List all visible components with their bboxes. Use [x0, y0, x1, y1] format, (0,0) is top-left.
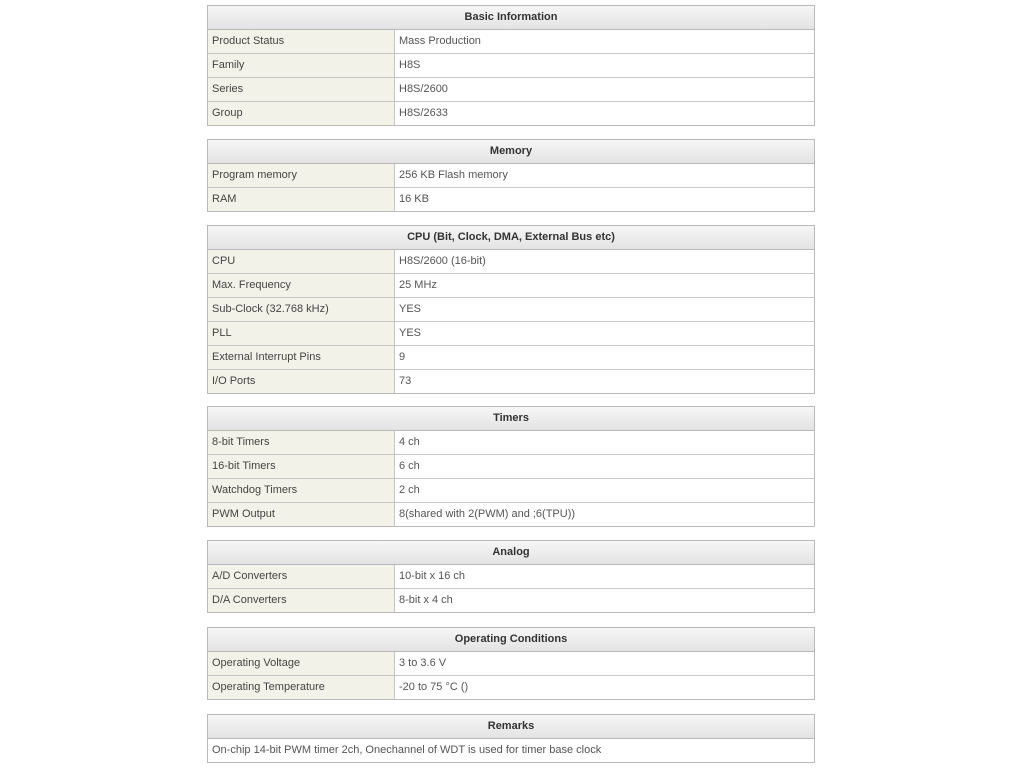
spec-label: 8-bit Timers	[208, 431, 395, 454]
spec-value: H8S/2600 (16-bit)	[399, 255, 486, 267]
spec-row-pwm-output	[208, 503, 814, 526]
spec-label: PLL	[208, 322, 395, 345]
spec-value: 8-bit x 4 ch	[399, 594, 453, 606]
spec-value: Mass Production	[399, 35, 481, 47]
spec-label: Series	[208, 78, 395, 101]
spec-label: A/D Converters	[208, 565, 395, 588]
spec-row-series	[208, 78, 814, 102]
spec-label: Operating Temperature	[208, 676, 395, 699]
spec-label: Group	[208, 102, 395, 125]
spec-value: YES	[399, 327, 422, 339]
spec-value: H8S/2600	[399, 83, 448, 95]
spec-row-max-frequency	[208, 274, 814, 298]
spec-row-da-converters	[208, 589, 814, 612]
spec-value: H8S	[399, 59, 421, 71]
remarks-header: Remarks	[208, 715, 814, 739]
spec-row-program-memory	[208, 164, 814, 188]
spec-value: 3 to 3.6 V	[399, 657, 447, 669]
cpu-header: CPU (Bit, Clock, DMA, External Bus etc)	[208, 226, 814, 250]
spec-label: CPU	[208, 250, 395, 273]
spec-row-watchdog-timers	[208, 479, 814, 503]
spec-row-operating-voltage	[208, 652, 814, 676]
analog-header: Analog	[208, 541, 814, 565]
spec-value: YES	[399, 303, 422, 315]
timers-table	[207, 406, 815, 527]
spec-row-family	[208, 54, 814, 78]
spec-row-ad-converters	[208, 565, 814, 589]
spec-label: RAM	[208, 188, 395, 211]
spec-row-group	[208, 102, 814, 125]
spec-label: Operating Voltage	[208, 652, 395, 675]
spec-value: 8(shared with 2(PWM) and ;6(TPU))	[399, 508, 576, 520]
spec-row-sub-clock	[208, 298, 814, 322]
spec-label: External Interrupt Pins	[208, 346, 395, 369]
spec-value: 2 ch	[399, 484, 420, 496]
spec-row-external-interrupt-pins	[208, 346, 814, 370]
spec-label: Sub-Clock (32.768 kHz)	[208, 298, 395, 321]
spec-value: 9	[399, 351, 406, 363]
cpu-table	[207, 225, 815, 394]
timers-header: Timers	[208, 407, 814, 431]
spec-row-cpu	[208, 250, 814, 274]
spec-value: 4 ch	[399, 436, 420, 448]
spec-row-operating-temperature	[208, 676, 814, 699]
spec-value: -20 to 75 °C ()	[399, 681, 469, 693]
spec-row-8bit-timers	[208, 431, 814, 455]
spec-value: 16 KB	[399, 193, 429, 205]
spec-label: Watchdog Timers	[208, 479, 395, 502]
spec-label: PWM Output	[208, 503, 395, 526]
spec-value: 73	[399, 375, 412, 387]
spec-label: Product Status	[208, 30, 395, 53]
spec-label: D/A Converters	[208, 589, 395, 612]
memory-table	[207, 139, 815, 212]
remarks-text: On-chip 14-bit PWM timer 2ch, Onechannel of WDT is used for timer base clock	[212, 744, 602, 756]
spec-label: 16-bit Timers	[208, 455, 395, 478]
analog-table	[207, 540, 815, 613]
remarks-table	[207, 714, 815, 763]
spec-row-io-ports	[208, 370, 814, 393]
spec-label: Max. Frequency	[208, 274, 395, 297]
spec-value: 6 ch	[399, 460, 420, 472]
spec-value: H8S/2633	[399, 107, 448, 119]
spec-row-ram	[208, 188, 814, 211]
spec-label: Family	[208, 54, 395, 77]
spec-value: 256 KB Flash memory	[399, 169, 508, 181]
basic-information-header: Basic Information	[208, 6, 814, 30]
spec-row-product-status	[208, 30, 814, 54]
operating-conditions-table	[207, 627, 815, 700]
spec-label: I/O Ports	[208, 370, 395, 393]
spec-row-16bit-timers	[208, 455, 814, 479]
memory-header: Memory	[208, 140, 814, 164]
spec-row-pll	[208, 322, 814, 346]
spec-value: 25 MHz	[399, 279, 437, 291]
operating-conditions-header: Operating Conditions	[208, 628, 814, 652]
spec-value: 10-bit x 16 ch	[399, 570, 466, 582]
spec-label: Program memory	[208, 164, 395, 187]
basic-information-table	[207, 5, 815, 126]
